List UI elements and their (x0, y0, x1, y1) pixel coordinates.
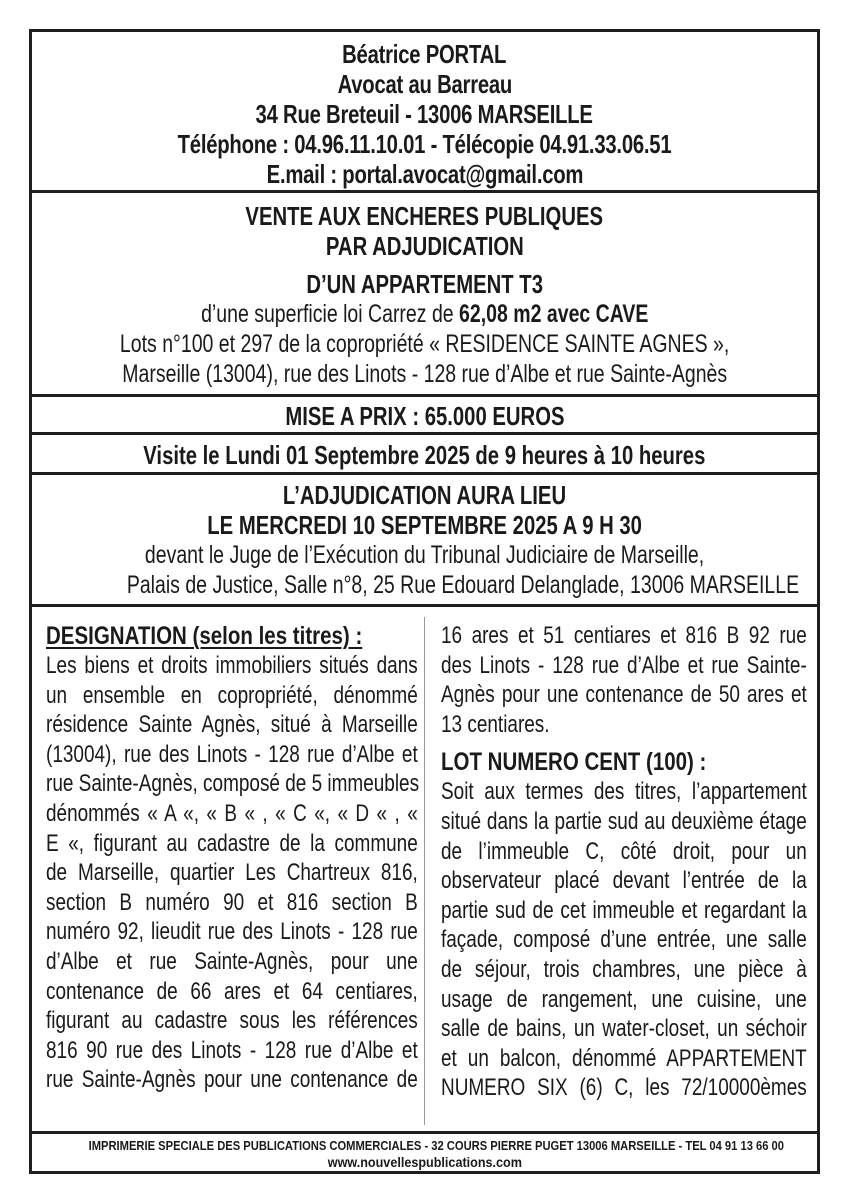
text-line: un ensemble en copropriété, dénommé (46, 681, 418, 709)
text-line: façade, composé d’une entrée, une salle (441, 926, 807, 954)
visit-info (32, 435, 817, 475)
designation-right-column (441, 621, 807, 1103)
designation-right-text-bottom (441, 777, 807, 1103)
text-line: 816 90 rue des Linots - 128 rue d’Albe et (46, 1036, 418, 1064)
text-line: des Linots - 128 rue d’Albe et rue Sainte- (441, 651, 807, 679)
lot-heading: LOT NUMERO CENT (100) : (441, 748, 707, 777)
lawyer-name: Béatrice PORTAL (342, 39, 507, 69)
text-line: section B numéro 90 et 816 section B (46, 888, 418, 916)
starting-price-text: MISE A PRIX : 65.000 EUROS (284, 401, 565, 431)
text-line: de l’immeuble C, côté droit, pour un (441, 837, 807, 865)
sale-title-line2: PAR ADJUDICATION (325, 231, 524, 261)
designation-left-text (46, 651, 418, 1095)
text-line: Soit aux termes des titres, l’appartement (441, 778, 807, 806)
text-line: NUMERO SIX (6) C, les 72/10000èmes (441, 1074, 807, 1102)
designation-left-column (46, 621, 418, 1095)
designation-heading: DESIGNATION (selon les titres) : (46, 622, 363, 650)
column-divider (424, 617, 425, 1125)
text-line: (13004), rue des Linots - 128 rue d’Albe et (46, 740, 418, 768)
text-line: Agnès pour une contenance de 50 ares et (441, 681, 807, 709)
text-line: de séjour, trois chambres, une pièce à (441, 955, 807, 983)
lots-line: Lots n°100 et 297 de la copropriété « RESIDENCE SAINTE AGNES », (119, 330, 730, 358)
surface-prefix: d’une superficie loi Carrez de (200, 300, 459, 328)
text-line: 13 centiares. (441, 710, 550, 738)
adjudication-court: devant le Juge de l’Exécution du Tribunal Judiciaire de Marseille, (144, 541, 705, 569)
designation-right-text-top (441, 621, 807, 739)
adjudication-line1: L’ADJUDICATION AURA LIEU (282, 480, 567, 510)
text-line: salle de bains, un water-closet, un séchoir (441, 1015, 807, 1043)
designation-section (32, 607, 817, 1134)
adjudication-line2: LE MERCREDI 10 SEPTEMBRE 2025 A 9 H 30 (207, 510, 642, 540)
text-line: figurant au cadastre sous les références (46, 1007, 418, 1035)
printer-footer (32, 1138, 817, 1171)
visit-text: Visite le Lundi 01 Septembre 2025 de 9 heures à 10 heures (143, 440, 706, 470)
text-line: 16 ares et 51 centiares et 816 B 92 rue (441, 622, 807, 649)
sale-description (32, 193, 817, 397)
publisher-website-link[interactable]: www.nouvellespublications.com (327, 1154, 522, 1170)
text-line: E «, figurant au cadastre de la commune (46, 829, 418, 857)
lawyer-header (32, 32, 817, 193)
lawyer-email: E.mail : portal.avocat@gmail.com (266, 159, 583, 189)
text-line: Les biens et droits immobiliers situés dans (46, 652, 418, 679)
surface-value: 62,08 m2 avec CAVE (458, 300, 649, 328)
text-line: numéro 92, lieudit rue des Linots - 128 rue (46, 918, 418, 946)
text-line: observateur placé devant l’entrée de la (441, 867, 807, 895)
printer-info: IMPRIMERIE SPECIALE DES PUBLICATIONS COMMERCIALES - 32 COURS PIERRE PUGET 13006 MARSEILLE - TEL 04 91 13 66 00 (88, 1138, 784, 1153)
text-line: usage de rangement, une cuisine, une (441, 985, 807, 1013)
text-line: situé dans la partie sud au deuxième étage (441, 807, 807, 835)
starting-price (32, 397, 817, 435)
text-line: de Marseille, quartier Les Chartreux 816, (46, 859, 418, 887)
text-line: rue Sainte-Agnès, composé de 5 immeubles (46, 770, 420, 798)
sale-title-line1: VENTE AUX ENCHERES PUBLIQUES (245, 201, 604, 231)
text-line: d’Albe et rue Sainte-Agnès, pour une (46, 947, 418, 975)
location-line: Marseille (13004), rue des Linots - 128 rue d’Albe et rue Sainte-Agnès (122, 360, 727, 388)
text-line: résidence Sainte Agnès, situé à Marseille (46, 711, 418, 739)
legal-notice-frame (29, 29, 820, 1174)
text-line: et un balcon, dénommé APPARTEMENT (441, 1044, 807, 1072)
surface-line (201, 299, 648, 329)
adjudication-address: Palais de Justice, Salle n°8, 25 Rue Edouard Delanglade, 13006 MARSEILLE (126, 571, 800, 599)
property-type: D’UN APPARTEMENT T3 (306, 269, 543, 299)
text-line: partie sud de cet immeuble et regardant la (441, 896, 807, 924)
text-line: rue Sainte-Agnès pour une contenance de (46, 1066, 418, 1094)
adjudication-info (32, 475, 817, 607)
lawyer-title: Avocat au Barreau (337, 69, 512, 99)
text-line: contenance de 66 ares et 64 centiares, (46, 977, 418, 1005)
text-line: dénommés « A «, « B « , « C «, « D « , « (46, 799, 418, 827)
lawyer-address: 34 Rue Breteuil - 13006 MARSEILLE (255, 99, 594, 129)
lawyer-phone-fax: Téléphone : 04.96.11.10.01 - Télécopie 04.91.33.06.51 (177, 129, 672, 159)
